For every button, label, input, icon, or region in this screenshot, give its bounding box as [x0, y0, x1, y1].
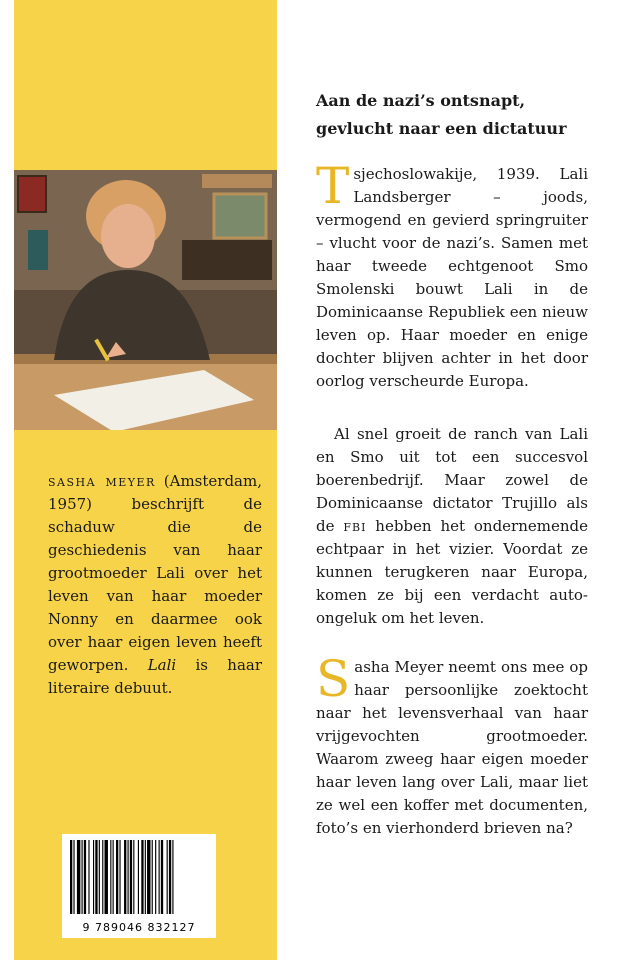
back-cover-headline: [316, 87, 606, 143]
barcode-bar: [82, 840, 83, 914]
barcode-bar: [155, 840, 156, 914]
barcode-bar: [93, 840, 94, 914]
barcode-bar: [84, 840, 86, 914]
barcode-digits: 9 789046 832127: [82, 921, 196, 934]
fbi-abbreviation: fbi: [343, 517, 367, 535]
author-bio: [48, 470, 262, 700]
barcode-bar: [95, 840, 97, 914]
barcode-bars: [70, 840, 208, 914]
barcode-bar: [73, 840, 74, 914]
barcode-bar: [159, 840, 160, 914]
author-bio-ending: is haar literaire debuut.: [48, 656, 262, 697]
barcode-bar: [133, 840, 134, 914]
barcode-bar: [77, 840, 80, 914]
barcode-bar: [116, 840, 118, 914]
headline-line-1: Aan de nazi’s ontsnapt,: [316, 91, 526, 110]
paragraph-3-text: asha Meyer neemt ons mee op haar persoonlijke zoektocht naar het levensverhaal van haar vrijgevochten grootmoeder. Waarom zweeg haar eigen moeder haar leven lang over Lali, maar liet ze wel een koffer met documenten, foto’s en vierhonderd brieven na?: [316, 658, 588, 837]
paragraph-2-text-end: hebben het ondernemende echtpaar in het vizier. Voordat ze kunnen terugkeren naar Europa, komen ze bij een verdacht auto-ongeluk om het leven.: [316, 517, 588, 627]
isbn-barcode: [62, 834, 216, 938]
barcode-bar: [147, 840, 150, 914]
barcode-bar: [172, 840, 173, 914]
barcode-bar: [119, 840, 120, 914]
blurb-paragraph-2: [316, 423, 588, 630]
blurb-paragraph-3: [316, 650, 588, 840]
barcode-bar: [102, 840, 103, 914]
author-name: sasha meyer: [48, 472, 156, 490]
barcode-bar: [124, 840, 126, 914]
barcode-bar: [145, 840, 146, 914]
book-title: Lali: [147, 656, 177, 674]
headline-line-2: gevlucht naar een dictatuur: [316, 119, 567, 138]
barcode-bar: [167, 840, 168, 914]
barcode-bar: [138, 840, 139, 914]
barcode-bar: [110, 840, 111, 914]
barcode-bar: [113, 840, 114, 914]
barcode-bar: [161, 840, 163, 914]
dropcap-s: S: [316, 650, 351, 708]
barcode-bar: [169, 840, 171, 914]
paragraph-1-text: sjechoslowakije, 1939. Lali Landsberger – joods, vermogend en gevierd springruiter – vlucht voor de nazi’s. Samen met haar tweede echtgenoot Smo Smolenski bouwt Lali in de Dominicaanse Republiek een nieuw leven op. Haar moeder en enige dochter blijven achter in het door oorlog verscheurde Europa.: [316, 165, 588, 390]
barcode-bar: [130, 840, 132, 914]
barcode-bar: [88, 840, 89, 914]
author-photo: [14, 170, 277, 430]
author-bio-text: (Amsterdam, 1957) beschrijft de schaduw die de geschiedenis van haar grootmoeder Lali over het leven van haar moeder Nonny en daarmee ook over haar eigen leven heeft geworpen.: [48, 472, 262, 674]
barcode-bar: [105, 840, 108, 914]
barcode-bar: [128, 840, 129, 914]
barcode-bar: [99, 840, 100, 914]
barcode-bar: [70, 840, 72, 914]
author-photo-image: [14, 170, 277, 430]
barcode-bar: [141, 840, 143, 914]
barcode-bar: [152, 840, 153, 914]
paragraph-2-text-start: Al snel groeit de ranch van Lali en Smo uit tot een succesvol boerenbedrijf. Maar zowel de Dominicaanse dictator Trujillo als de: [316, 425, 588, 535]
dropcap-t: T: [316, 157, 350, 215]
blurb-paragraph-1: [316, 157, 588, 393]
